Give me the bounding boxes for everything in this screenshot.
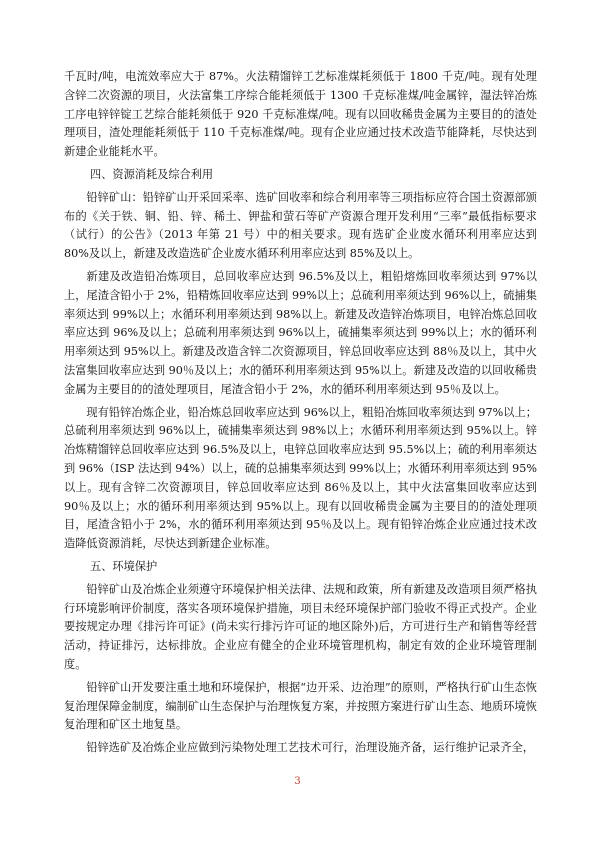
paragraph-existing-smelting-enterprises: 现有铅锌冶炼企业，铅冶炼总回收率应达到 96%以上，粗铅冶炼回收率须达到 97%以上；总硫利用率须达到 96%以上，硫捕集率须达到 98%以上；水循环利用率须达到 95%以上。锌冶炼精馏锌总回收率应达到 96.5%及以上，电锌总回收率应达到 95.5%以上；硫的利用率须达到 96%（ISP 法达到 94%）以上，硫的总捕集率须达到 99%以上；水循环利用率须达到 95%以上。现有含锌二次资源项目，锌总回收率应达到 86％及以上，其中火法富集回收率应达到 90％及以上；水的循环利用率须达到 95%以上。现有以回收稀贵金属为主要目的的渣处理项目，尾渣含铅小于 2%，水的循环利用率须达到 95％及以上。现有铅锌冶炼企业应通过技术改造降低资源消耗，尽快达到新建企业标准。 xyxy=(64,405,537,551)
section-heading-environmental-protection: 五、环境保护 xyxy=(90,559,158,573)
page-number: 3 xyxy=(294,776,301,787)
paragraph-new-smelting-projects: 新建及改造铅冶炼项目，总回收率应达到 96.5%及以上，粗铅熔炼回收率须达到 97%以上，尾渣含铅小于 2%，铅精炼回收率应达到 99%以上；总硫利用率须达到 96%以上，硫捕集率须达到 99%以上；水循环利用率须达到 98%以上。新建及改造锌冶炼项目，电锌冶炼总回收率应达到 96%及以上；总硫利用率须达到 96%以上，硫捕集率须达到 99%以上；水的循环利用率须达到 95%以上。新建及改造含锌二次资源项目，锌总回收率应达到 88％及以上，其中火法富集回收率应达到 90％及以上；水的循环利用率须达到 95%以上。新建及改造的以回收稀贵金属为主要目的的渣处理项目，尾渣含铅小于 2%，水的循环利用率须达到 95％及以上。 xyxy=(64,269,537,396)
paragraph-environmental-laws: 铅锌矿山及冶炼企业须遵守环境保护相关法律、法规和政策，所有新建及改造项目须严格执行环境影响评价制度，落实各项环境保护措施，项目未经环境保护部门验收不得正式投产。企业要按规定办理《排污许可证》(尚未实行排污许可证的地区除外)后，方可进行生产和销售等经营活动，持证排污，达标排放。企业应有健全的企业环境管理机构，制定有效的企业环境管理制度。 xyxy=(64,582,537,671)
section-heading-resource-consumption: 四、资源消耗及综合利用 xyxy=(90,167,214,181)
paragraph-mining-requirements: 铅锌矿山：铅锌矿山开采回采率、选矿回收率和综合利用率等三项指标应符合国土资源部颁布的《关于铁、铜、铅、锌、稀土、钾盐和萤石等矿产资源合理开发利用“三率”最低指标要求（试行）的公告》（2013 年第 21 号）中的相关要求。现有选矿企业废水循环利用率应达到 80%及以上，新建及改造选矿企业废水循环利用率应达到 85%及以上。 xyxy=(64,190,537,261)
paragraph-energy-consumption: 千瓦时/吨，电流效率应大于 87%。火法精馏锌工艺标准煤耗须低于 1800 千克/吨。现有处理含锌二次资源的项目，火法富集工序综合能耗须低于 1300 千克标准煤/吨金属锌，湿法锌冶炼工序电锌锌锭工艺综合能耗须低于 920 千克标准煤/吨。现有以回收稀贵金属为主要目的的渣处理项目，渣处理能耗须低于 110 千克标准煤/吨。现有企业应通过技术改造节能降耗，尽快达到新建企业能耗水平。 xyxy=(64,70,537,159)
paragraph-pollution-treatment: 铅锌选矿及冶炼企业应做到污染物处理工艺技术可行，治理设施齐备，运行维护记录齐全， xyxy=(86,741,534,755)
paragraph-mine-land-protection: 铅锌矿山开发要注重土地和环境保护，根据“边开采、边治理”的原则，严格执行矿山生态恢复治理保障金制度，编制矿山生态保护与治理恢复方案，并按照方案进行矿山生态、地质环境恢复治理和矿区土地复垦。 xyxy=(64,680,537,732)
